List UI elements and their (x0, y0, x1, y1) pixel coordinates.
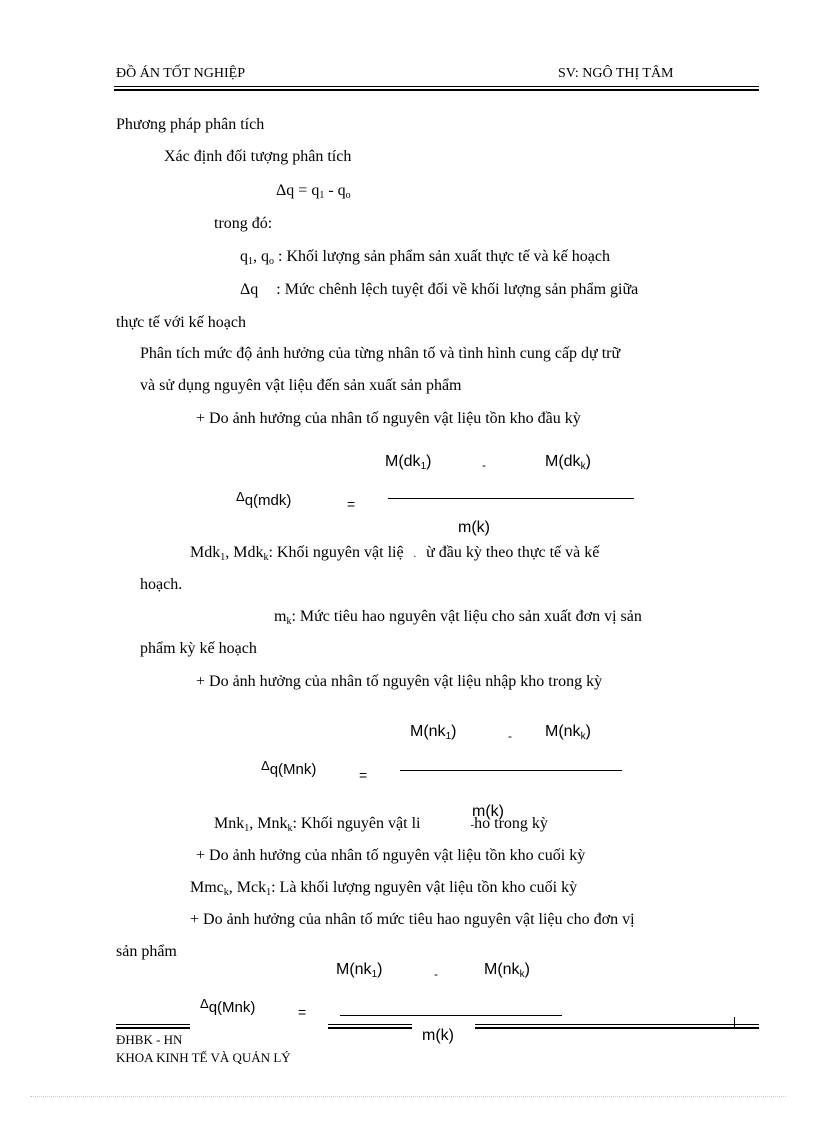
f1-denominator: m(k) (458, 519, 490, 536)
footer-tick (734, 1017, 735, 1027)
header-left: ĐỒ ÁN TỐT NGHIỆP (116, 66, 245, 81)
factor-3: + Do ảnh hưởng của nhân tố nguyên vật liệu tồn kho cuối kỳ (196, 847, 586, 864)
f2-denominator: m(k) (472, 803, 504, 820)
f1-equals: = (347, 496, 356, 512)
mdk-definition: Mdk$_1$, Mdk$_k$: Khối nguyên vật liệ . ừ đầu kỳ theo thực tế và kế (190, 544, 600, 563)
factor-4-cont: sản phẩm (116, 943, 177, 960)
mk-definition-cont: phẩm kỳ kế hoạch (140, 640, 257, 657)
mk-definition: $m_k$: Mức tiêu hao nguyên vật liệu cho sản xuất đơn vị sản (274, 608, 642, 627)
f1-minus: - (482, 458, 486, 472)
footer-rule-thick-2 (328, 1027, 412, 1029)
definition-q: $q_1$, $q_o$ : Khối lượng sản phẩm sản xuất thực tế và kế hoạch (240, 248, 610, 267)
f1-numerator-b: $M(dk_k)$ (545, 453, 591, 472)
f3-equals: = (298, 1004, 307, 1020)
formula-delta-q: $\Delta q = q_1 - q_o$ (276, 182, 351, 201)
f3-numerator-a: $M(nk_1)$ (336, 961, 383, 980)
f2-numerator-a: $M(nk_1)$ (410, 723, 457, 742)
f3-numerator-b: $M(nk_k)$ (484, 961, 530, 980)
definition-delta-q-cont: thực tế với kế hoạch (116, 314, 246, 331)
footer-line-2: KHOA KINH TẾ VÀ QUẢN LÝ (116, 1050, 291, 1065)
f1-lhs: Δq(mdk) (236, 489, 292, 509)
header-rule-thin (114, 86, 759, 87)
f2-fraction-bar (400, 770, 622, 771)
f2-equals: = (359, 767, 368, 783)
footer-rule-thin-2 (328, 1024, 412, 1025)
footer-rule-thin-1 (116, 1024, 190, 1025)
f1-numerator-a: $M(dk_1)$ (385, 453, 432, 472)
header-right: SV: NGÔ THỊ TÂM (558, 66, 674, 81)
mmc-definition: Mmc$_k$, Mck$_1$: Là khối lượng nguyên vật liệu tồn kho cuối kỳ (190, 879, 578, 898)
mdk-definition-cont: hoạch. (140, 576, 183, 593)
analysis-line-2: và sử dụng nguyên vật liệu đến sản xuất sản phẩm (140, 377, 462, 394)
footer-line-1: ĐHBK - HN (116, 1032, 183, 1047)
analysis-line-1: Phân tích mức độ ảnh hưởng của từng nhân tố và tình hình cung cấp dự trữ (140, 345, 621, 362)
f2-minus: - (508, 729, 512, 743)
mnk-definition: Mnk$_1$, Mnk$_k$: Khối nguyên vật li -ho trong kỳ (214, 815, 548, 834)
header-rule-thick (114, 89, 759, 91)
where-label: trong đó: (214, 215, 273, 232)
page-bottom-dotted-line (30, 1096, 786, 1097)
object-line: Xác định đối tượng phân tích (164, 148, 352, 165)
factor-2: + Do ảnh hưởng của nhân tố nguyên vật liệu nhập kho trong kỳ (196, 673, 603, 690)
f3-minus: - (434, 967, 438, 981)
definition-delta-q: Δq : Mức chênh lệch tuyệt đối về khối lượng sản phẩm giữa (240, 281, 639, 298)
factor-1: + Do ảnh hưởng của nhân tố nguyên vật liệu tồn kho đầu kỳ (196, 410, 581, 427)
f2-lhs: Δq(Mnk) (261, 758, 317, 778)
footer-rule-thick-1 (116, 1027, 190, 1029)
f2-numerator-b: $M(nk_k)$ (545, 723, 591, 742)
section-title: Phương pháp phân tích (116, 116, 265, 133)
footer-rule-thin-3 (475, 1024, 759, 1025)
f3-fraction-bar (340, 1015, 562, 1016)
f3-lhs: Δq(Mnk) (200, 996, 256, 1016)
footer-rule-thick-3 (475, 1027, 759, 1029)
factor-4: + Do ảnh hưởng của nhân tố mức tiêu hao nguyên vật liệu cho đơn vị (190, 911, 635, 928)
f3-denominator: m(k) (422, 1027, 454, 1044)
f1-fraction-bar (388, 498, 634, 499)
